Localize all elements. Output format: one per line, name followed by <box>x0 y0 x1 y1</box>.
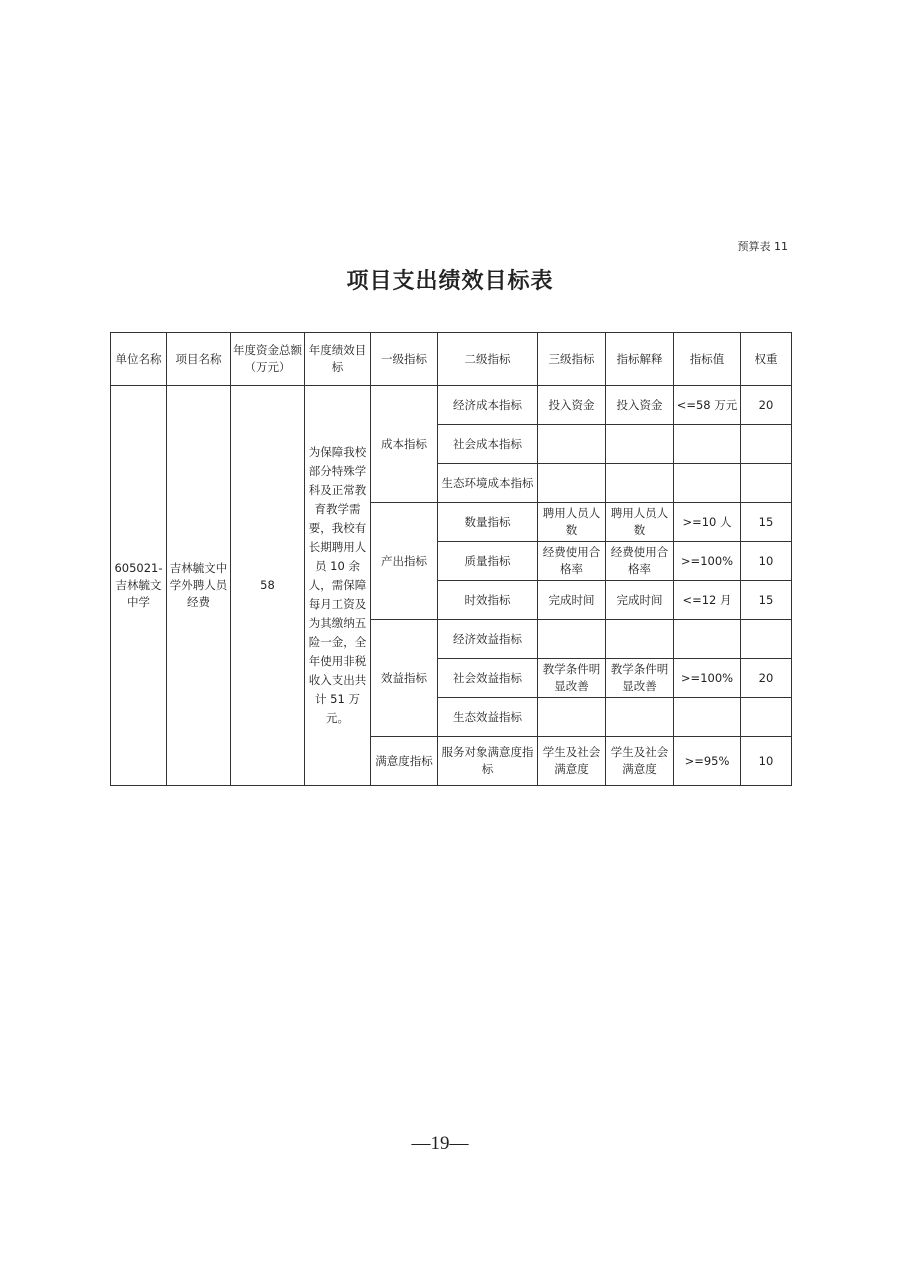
indicator-value-cell: >=100% <box>674 542 741 581</box>
indicator-value-cell <box>674 620 741 659</box>
level2-indicator-cell: 时效指标 <box>438 581 538 620</box>
level3-indicator-cell <box>538 620 606 659</box>
annual-goal-cell: 为保障我校部分特殊学科及正常教育教学需要，我校有长期聘用人员 10 余人，需保障每月工资及为其缴纳五险一金，全年使用非税收入支出共计 51 万元。 <box>305 386 371 786</box>
header-cell: 三级指标 <box>538 333 606 386</box>
indicator-value-cell: <=12 月 <box>674 581 741 620</box>
project-name-cell: 吉林毓文中学外聘人员经费 <box>167 386 231 786</box>
weight-cell: 10 <box>741 542 792 581</box>
page-title: 项目支出绩效目标表 <box>346 269 554 294</box>
header-cell: 指标解释 <box>606 333 674 386</box>
level1-indicator-cell: 成本指标 <box>371 386 438 503</box>
level3-indicator-cell: 投入资金 <box>538 386 606 425</box>
indicator-explanation-cell <box>606 620 674 659</box>
indicator-explanation-cell: 聘用人员人数 <box>606 503 674 542</box>
weight-cell <box>741 425 792 464</box>
weight-cell <box>741 464 792 503</box>
indicator-value-cell: <=58 万元 <box>674 386 741 425</box>
page-number: —19— <box>411 1133 469 1154</box>
level3-indicator-cell <box>538 425 606 464</box>
weight-cell: 15 <box>741 503 792 542</box>
indicator-explanation-cell <box>606 425 674 464</box>
indicator-explanation-cell: 经费使用合格率 <box>606 542 674 581</box>
indicator-value-cell: >=10 人 <box>674 503 741 542</box>
level3-indicator-cell: 学生及社会满意度 <box>538 737 606 786</box>
header-cell: 单位名称 <box>111 333 167 386</box>
weight-cell <box>741 620 792 659</box>
level1-indicator-cell: 效益指标 <box>371 620 438 737</box>
header-cell: 权重 <box>741 333 792 386</box>
header-cell: 年度资金总额（万元） <box>231 333 305 386</box>
header-cell: 指标值 <box>674 333 741 386</box>
header-cell: 项目名称 <box>167 333 231 386</box>
header-cell: 二级指标 <box>438 333 538 386</box>
level3-indicator-cell <box>538 464 606 503</box>
level3-indicator-cell: 完成时间 <box>538 581 606 620</box>
header-cell: 一级指标 <box>371 333 438 386</box>
level2-indicator-cell: 服务对象满意度指标 <box>438 737 538 786</box>
indicator-value-cell <box>674 698 741 737</box>
level2-indicator-cell: 生态效益指标 <box>438 698 538 737</box>
indicator-explanation-cell: 教学条件明显改善 <box>606 659 674 698</box>
level2-indicator-cell: 数量指标 <box>438 503 538 542</box>
indicator-value-cell <box>674 464 741 503</box>
weight-cell: 10 <box>741 737 792 786</box>
indicator-value-cell: >=100% <box>674 659 741 698</box>
indicator-explanation-cell: 投入资金 <box>606 386 674 425</box>
indicator-explanation-cell: 学生及社会满意度 <box>606 737 674 786</box>
level1-indicator-cell: 产出指标 <box>371 503 438 620</box>
level2-indicator-cell: 社会效益指标 <box>438 659 538 698</box>
weight-cell <box>741 698 792 737</box>
weight-cell: 20 <box>741 659 792 698</box>
level3-indicator-cell: 聘用人员人数 <box>538 503 606 542</box>
performance-table <box>110 332 792 786</box>
header-row <box>111 333 792 386</box>
header-cell: 年度绩效目标 <box>305 333 371 386</box>
amount-cell: 58 <box>231 386 305 786</box>
level3-indicator-cell: 经费使用合格率 <box>538 542 606 581</box>
level2-indicator-cell: 生态环境成本指标 <box>438 464 538 503</box>
table-row <box>111 386 792 425</box>
level3-indicator-cell <box>538 698 606 737</box>
indicator-value-cell <box>674 425 741 464</box>
indicator-value-cell: >=95% <box>674 737 741 786</box>
level2-indicator-cell: 经济效益指标 <box>438 620 538 659</box>
indicator-explanation-cell: 完成时间 <box>606 581 674 620</box>
unit-name-cell: 605021-吉林毓文中学 <box>111 386 167 786</box>
table-number: 预算表 11 <box>737 240 788 253</box>
indicator-explanation-cell <box>606 464 674 503</box>
level2-indicator-cell: 质量指标 <box>438 542 538 581</box>
level1-indicator-cell: 满意度指标 <box>371 737 438 786</box>
weight-cell: 20 <box>741 386 792 425</box>
indicator-explanation-cell <box>606 698 674 737</box>
weight-cell: 15 <box>741 581 792 620</box>
level3-indicator-cell: 教学条件明显改善 <box>538 659 606 698</box>
level2-indicator-cell: 经济成本指标 <box>438 386 538 425</box>
level2-indicator-cell: 社会成本指标 <box>438 425 538 464</box>
